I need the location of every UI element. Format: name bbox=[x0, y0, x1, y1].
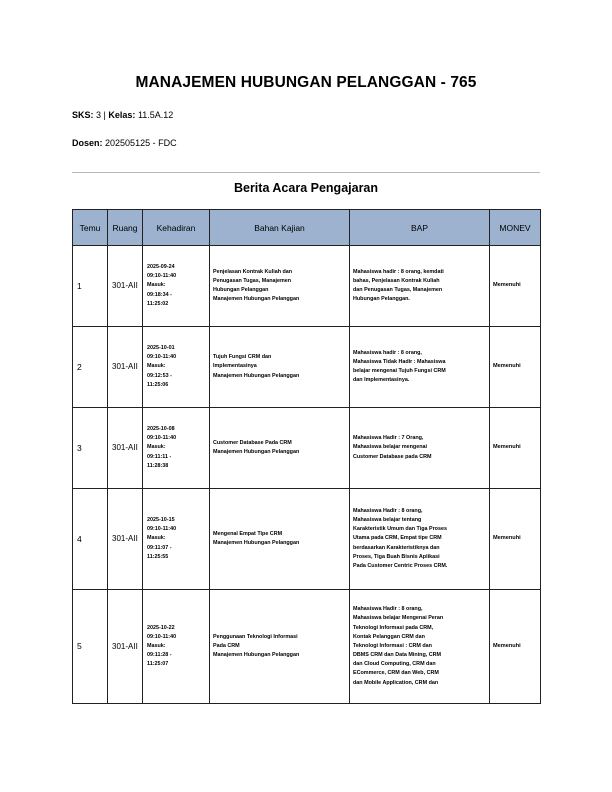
cell-kehadiran-line: 09:18:34 - bbox=[147, 291, 172, 298]
cell-bahan-kajian-line: Customer Database Pada CRM bbox=[213, 439, 292, 446]
cell-bahan-kajian-line: Manajemen Hubungan Pelanggan bbox=[213, 540, 300, 546]
cell-monev: Memenuhi bbox=[490, 408, 541, 489]
cell-temu: 2 bbox=[73, 327, 108, 408]
cell-temu: 4 bbox=[73, 489, 108, 590]
cell-bap bbox=[350, 590, 490, 704]
sks-label: SKS bbox=[72, 110, 91, 120]
cell-bahan-kajian-line: Manajemen Hubungan Pelanggan bbox=[213, 372, 300, 379]
cell-bap-line: Mahasiswa belajar Mengenai Peran bbox=[353, 615, 444, 622]
cell-bap-line: Mahasiswa Tidak Hadir : Mahasiswa bbox=[353, 358, 446, 365]
cell-bap-line: bahas, Penjelasan Kontrak Kuliah bbox=[353, 277, 440, 284]
cell-bap-line: dan Penugasan Tugas, Manajemen bbox=[353, 287, 443, 293]
cell-bap-line: belajar mengenai Tujuh Fungsi CRM bbox=[353, 368, 446, 374]
course-meta-line: SKS: 3 | Kelas: 11.5A.12 bbox=[72, 110, 174, 120]
cell-kehadiran-line: Masuk: bbox=[147, 642, 166, 649]
cell-bap-line: Teknologi Informasi : CRM dan bbox=[353, 642, 432, 649]
divider bbox=[72, 172, 540, 173]
col-header-kehadiran: Kehadiran bbox=[143, 210, 210, 246]
cell-bap-line: Mahasiswa belajar tentang bbox=[353, 517, 422, 524]
cell-kehadiran-line: 09:11:07 - bbox=[147, 544, 172, 551]
cell-kehadiran-line: 11:28:38 bbox=[147, 462, 169, 469]
cell-bap-line: Teknologi Informasi pada CRM, bbox=[353, 624, 434, 631]
cell-bap-line: Mahasiswa hadir : 8 orang, kemdati bbox=[353, 268, 444, 275]
cell-kehadiran bbox=[143, 246, 210, 327]
cell-bap-line: Mahasiswa hadir : 8 orang, bbox=[353, 349, 422, 356]
cell-kehadiran-line: 11:25:07 bbox=[147, 661, 169, 668]
cell-bap bbox=[350, 246, 490, 327]
col-header-temu: Temu bbox=[73, 210, 108, 246]
cell-monev: Memenuhi bbox=[490, 246, 541, 327]
cell-bahan-kajian-line: Penggunaan Teknologi Informasi bbox=[213, 633, 298, 640]
cell-kehadiran-line: Masuk: bbox=[147, 282, 166, 289]
cell-kehadiran-line: 2025-10-22 bbox=[147, 624, 175, 631]
cell-bap-line: dan Mobile Application, CRM dan bbox=[353, 679, 439, 686]
cell-kehadiran bbox=[143, 408, 210, 489]
table-header-row bbox=[73, 210, 541, 246]
cell-kehadiran bbox=[143, 489, 210, 590]
cell-ruang: 301-AII bbox=[108, 408, 143, 489]
kelas-label: Kelas bbox=[108, 110, 133, 120]
cell-bap-line: berdasarkan Karakteristiknya dan bbox=[353, 544, 440, 551]
cell-bahan-kajian bbox=[210, 327, 350, 408]
cell-kehadiran-line: 09:10-11:40 bbox=[147, 273, 177, 280]
cell-bap-line: Mahasiswa Hadir : 8 orang, bbox=[353, 606, 423, 613]
cell-kehadiran-line: 2025-10-15 bbox=[147, 517, 175, 524]
cell-kehadiran-line: 11:25:02 bbox=[147, 300, 169, 307]
bap-table bbox=[72, 209, 541, 704]
cell-kehadiran-line: 2025-10-01 bbox=[147, 345, 175, 352]
dosen-value: 202505125 - FDC bbox=[105, 138, 177, 148]
cell-bap-line: Mahasiswa belajar mengenai bbox=[353, 444, 428, 451]
cell-bap-line: dan Implementasinya. bbox=[353, 377, 410, 384]
cell-bap-line: Mahasiswa Hadir : 7 Orang, bbox=[353, 435, 424, 442]
cell-bahan-kajian-line: Tujuh Fungsi CRM dan bbox=[213, 354, 272, 361]
cell-bap-line: Utama pada CRM, Empat tipe CRM bbox=[353, 535, 442, 542]
cell-bap-line: Kontak Pelanggan CRM dan bbox=[353, 633, 425, 640]
cell-kehadiran-line: Masuk: bbox=[147, 535, 166, 542]
table-row bbox=[73, 408, 541, 489]
cell-bap-line: dan Cloud Computing, CRM dan bbox=[353, 661, 436, 668]
cell-bap-line: Hubungan Pelanggan. bbox=[353, 296, 410, 303]
cell-bahan-kajian-line: Pada CRM bbox=[213, 642, 240, 649]
col-header-ruang: Ruang bbox=[108, 210, 143, 246]
cell-bahan-kajian-line: Mengenal Empat Tipe CRM bbox=[213, 530, 283, 537]
cell-bahan-kajian bbox=[210, 246, 350, 327]
cell-bahan-kajian-line: Implementasinya bbox=[213, 363, 257, 370]
sks-value: 3 bbox=[96, 110, 102, 120]
cell-bap-line: ECommerce, CRM dan Web, CRM bbox=[353, 670, 439, 677]
cell-bahan-kajian-line: Manajemen Hubungan Pelanggan bbox=[213, 652, 300, 659]
cell-bap bbox=[350, 408, 490, 489]
kelas-value: 11.5A.12 bbox=[137, 110, 174, 120]
col-header-monev: MONEV bbox=[490, 210, 541, 246]
dosen-line: Dosen: 202505125 - FDC bbox=[72, 138, 177, 148]
table-row bbox=[73, 246, 541, 327]
cell-kehadiran-line: 09:10-11:40 bbox=[147, 633, 177, 640]
table-row bbox=[73, 489, 541, 590]
cell-bahan-kajian-line: Manajemen Hubungan Pelanggan bbox=[213, 449, 300, 455]
cell-kehadiran bbox=[143, 590, 210, 704]
table-row bbox=[73, 327, 541, 408]
cell-ruang: 301-AII bbox=[108, 489, 143, 590]
cell-bahan-kajian bbox=[210, 590, 350, 704]
cell-bap-line: Pada Customer Centric Proses CRM. bbox=[353, 562, 448, 569]
page-title: MANAJEMEN HUBUNGAN PELANGGAN - 765 bbox=[135, 74, 477, 91]
cell-bahan-kajian-line: Penjelasan Kontrak Kuliah dan bbox=[213, 268, 293, 275]
table-row bbox=[73, 590, 541, 704]
cell-kehadiran-line: 11:25:55 bbox=[147, 553, 169, 560]
table-body bbox=[73, 246, 541, 704]
cell-ruang: 301-AII bbox=[108, 327, 143, 408]
cell-bahan-kajian-line: Penugasan Tugas, Manajemen bbox=[213, 277, 292, 284]
cell-temu: 1 bbox=[73, 246, 108, 327]
cell-kehadiran-line: 11:25:06 bbox=[147, 381, 169, 388]
cell-monev: Memenuhi bbox=[490, 590, 541, 704]
cell-bahan-kajian-line: Manajemen Hubungan Pelanggan bbox=[213, 296, 300, 303]
cell-kehadiran-line: 2025-10-08 bbox=[147, 426, 175, 433]
cell-temu: 3 bbox=[73, 408, 108, 489]
cell-kehadiran-line: 2025-09-24 bbox=[147, 264, 175, 271]
cell-bap-line: Mahasiswa Hadir : 8 orang, bbox=[353, 507, 423, 514]
cell-monev: Memenuhi bbox=[490, 489, 541, 590]
cell-kehadiran-line: 09:10-11:40 bbox=[147, 354, 177, 361]
cell-kehadiran-line: 09:11:28 - bbox=[147, 652, 172, 659]
cell-bap bbox=[350, 327, 490, 408]
cell-kehadiran-line: 09:10-11:40 bbox=[147, 435, 177, 442]
cell-bap-line: DBMS CRM dan Data Mining, CRM bbox=[353, 652, 442, 659]
col-header-bap: BAP bbox=[350, 210, 490, 246]
cell-kehadiran-line: 09:11:11 - bbox=[147, 453, 172, 460]
cell-kehadiran-line: Masuk: bbox=[147, 444, 166, 451]
cell-bap-line: Karakteristik Umum dan Tiga Proses bbox=[353, 526, 447, 533]
cell-kehadiran-line: 09:10-11:40 bbox=[147, 526, 177, 533]
cell-ruang: 301-AII bbox=[108, 246, 143, 327]
cell-kehadiran-line: Masuk: bbox=[147, 363, 166, 370]
section-title: Berita Acara Pengajaran bbox=[233, 181, 379, 195]
cell-bahan-kajian bbox=[210, 489, 350, 590]
cell-temu: 5 bbox=[73, 590, 108, 704]
cell-monev: Memenuhi bbox=[490, 327, 541, 408]
col-header-bahan-kajian: Bahan Kajian bbox=[210, 210, 350, 246]
cell-bahan-kajian bbox=[210, 408, 350, 489]
cell-kehadiran-line: 09:12:53 - bbox=[147, 372, 172, 379]
dosen-label: Dosen bbox=[72, 138, 100, 148]
cell-kehadiran bbox=[143, 327, 210, 408]
cell-ruang: 301-AII bbox=[108, 590, 143, 704]
cell-bap-line: Proses, Tiga Buah Bisnis Aplikasi bbox=[353, 553, 440, 560]
cell-bahan-kajian-line: Hubungan Pelanggan bbox=[213, 287, 269, 293]
cell-bap bbox=[350, 489, 490, 590]
cell-bap-line: Customer Database pada CRM bbox=[353, 453, 432, 460]
